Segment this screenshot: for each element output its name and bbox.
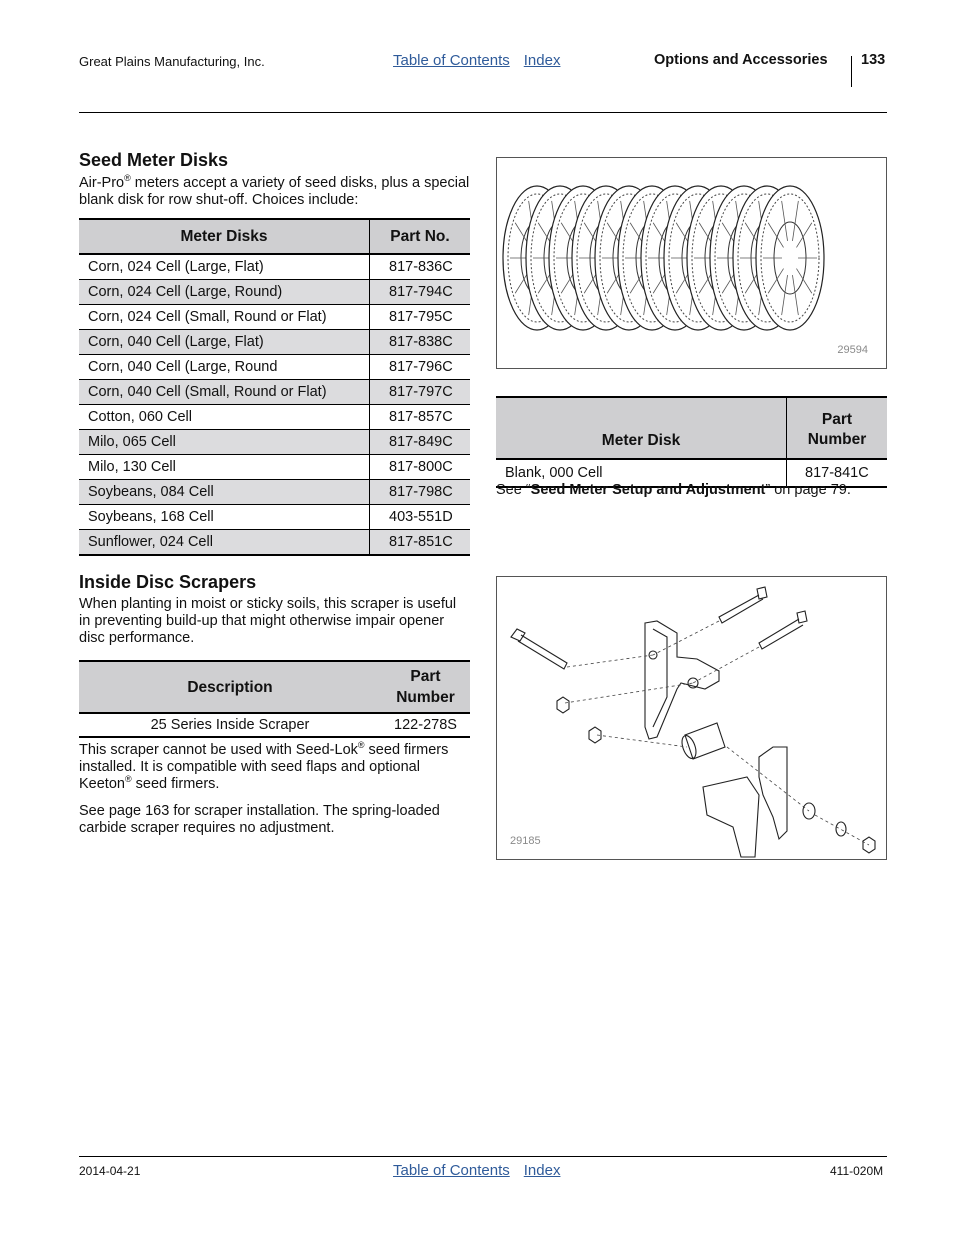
cell-disk: Corn, 040 Cell (Large, Round [79, 355, 370, 380]
company-name: Great Plains Manufacturing, Inc. [79, 54, 265, 69]
cell-part: 817-795C [370, 305, 471, 330]
scraper-body [759, 747, 787, 839]
cell-part: 817-851C [370, 530, 471, 556]
col-header-meter-disk: Meter Disk [496, 397, 787, 459]
blank-disk-table [496, 396, 887, 488]
inside-disc-scrapers-heading: Inside Disc Scrapers [79, 572, 257, 592]
cell-disk: Corn, 024 Cell (Small, Round or Flat) [79, 305, 370, 330]
cell-disk: Corn, 024 Cell (Large, Round) [79, 280, 370, 305]
cell-part: 817-796C [370, 355, 471, 380]
cell-part: 817-836C [370, 254, 471, 280]
registered-mark: ® [357, 740, 365, 750]
cell-part: 122-278S [394, 717, 457, 733]
figure-number: 29185 [510, 835, 541, 847]
toc-link[interactable]: Table of Contents [393, 52, 510, 69]
see-text-1: See “ [496, 482, 531, 498]
header-divider [851, 56, 852, 87]
cell-disk: Soybeans, 084 Cell [79, 480, 370, 505]
scraper-exploded-illustration [497, 577, 886, 859]
col-header-part-no: Part No. [370, 219, 471, 254]
footer-nav [393, 1162, 560, 1179]
cell-part: 817-857C [370, 405, 471, 430]
table-row [79, 305, 470, 330]
index-link[interactable]: Index [523, 1162, 561, 1179]
cell-disk: Corn, 040 Cell (Large, Flat) [79, 330, 370, 355]
table-row [79, 430, 470, 455]
see-text-2: ” on page 79. [765, 482, 851, 498]
see-reference-link: Seed Meter Setup and Adjustment [530, 482, 766, 498]
cell-part: 817-838C [370, 330, 471, 355]
section-title: Options and Accessories [654, 52, 828, 68]
registered-mark: ® [124, 774, 132, 784]
cell-part: 817-794C [370, 280, 471, 305]
scraper-compatibility-note [79, 742, 471, 793]
scraper-installation-note: See page 163 for scraper installation. The spring-loaded carbide scraper requires no adjustment. [79, 803, 440, 836]
header-line-2: Number [807, 431, 867, 448]
lock-washer [836, 822, 846, 836]
page-number: 133 [861, 52, 886, 68]
scraper-table [79, 660, 470, 738]
cell-disk: Sunflower, 024 Cell [88, 534, 213, 550]
seed-disks-figure [496, 157, 887, 369]
footer-rule [79, 1156, 887, 1157]
cell-disk: Milo, 130 Cell [79, 455, 370, 480]
seed-meter-disks-intro [79, 175, 471, 209]
table-header-row [496, 397, 887, 459]
cell-description: 25 Series Inside Scraper [150, 717, 310, 733]
header-nav [393, 52, 574, 69]
spacer-tube [685, 723, 725, 759]
cell-disk: Cotton, 060 Cell [79, 405, 370, 430]
scraper-blade [703, 777, 759, 857]
bolt-shank [759, 619, 803, 649]
cell-part: 817-849C [370, 430, 471, 455]
assembly-lines [565, 621, 869, 845]
col-header-part-number [381, 661, 470, 713]
meter-disks-body [79, 254, 470, 555]
table-row [79, 405, 470, 430]
cell-disk: Corn, 040 Cell (Small, Round or Flat) [79, 380, 370, 405]
table-row [79, 380, 470, 405]
cell-part: 403-551D [370, 505, 471, 530]
cell-disk: Blank, 000 Cell [505, 465, 603, 481]
seed-meter-disks-heading: Seed Meter Disks [79, 150, 229, 170]
doc-number: 411-020M [830, 1164, 884, 1178]
scrapers-intro: When planting in moist or sticky soils, this scraper is useful in preventing build-up that might otherwise impair opener disc performance. [79, 596, 457, 646]
table-row [79, 530, 470, 556]
bolt-head [757, 587, 767, 599]
cell-disk: Milo, 065 Cell [79, 430, 370, 455]
scraper-figure [496, 576, 887, 860]
col-header-meter-disks: Meter Disks [79, 219, 370, 254]
bolt-head [797, 611, 807, 623]
figure-number: 29594 [837, 344, 868, 356]
seed-disk [756, 186, 824, 330]
table-header-row [79, 219, 470, 254]
header-rule [79, 112, 887, 113]
col-header-description: Description [79, 661, 381, 713]
cell-part: 817-800C [370, 455, 471, 480]
meter-disks-table [79, 218, 470, 556]
bracket-edge [653, 629, 667, 727]
bolt-head [511, 629, 525, 641]
col-header-part-number [787, 397, 888, 459]
table-row [79, 280, 470, 305]
table-row [79, 355, 470, 380]
see-reference [496, 482, 891, 499]
toc-link[interactable]: Table of Contents [393, 1162, 510, 1179]
bolt-shank [518, 635, 567, 669]
header-line-1: Part [410, 668, 441, 685]
note-text-3: seed firmers. [131, 776, 220, 792]
bolt-shank [719, 595, 763, 623]
intro-text-2: meters accept a variety of seed disks, plus a special blank disk for row shut-off. Choices include: [79, 175, 470, 208]
table-row [79, 713, 470, 737]
cell-part: 817-841C [787, 459, 888, 487]
header-line-1: Part [821, 411, 853, 428]
cell-disk: Corn, 024 Cell (Large, Flat) [79, 254, 370, 280]
cell-part: 817-797C [370, 380, 471, 405]
note-text-1: This scraper cannot be used with Seed-Lok [79, 742, 358, 758]
seed-disks-illustration [497, 158, 886, 368]
index-link[interactable]: Index [523, 52, 561, 69]
registered-mark: ® [124, 173, 131, 183]
header-line-2: Number [396, 689, 455, 706]
cell-part: 817-798C [370, 480, 471, 505]
table-row [79, 330, 470, 355]
intro-text-1: Air-Pro [79, 175, 125, 191]
cell-disk: Soybeans, 168 Cell [79, 505, 370, 530]
table-row [79, 505, 470, 530]
nut [557, 697, 569, 713]
table-header-row [79, 661, 470, 713]
table-row [79, 455, 470, 480]
table-row [79, 480, 470, 505]
note-text-2: seed firmers installed. It is compatible with seed flaps and optional Keeton [79, 742, 449, 792]
table-row [79, 254, 470, 280]
footer-date: 2014-04-21 [79, 1164, 141, 1178]
